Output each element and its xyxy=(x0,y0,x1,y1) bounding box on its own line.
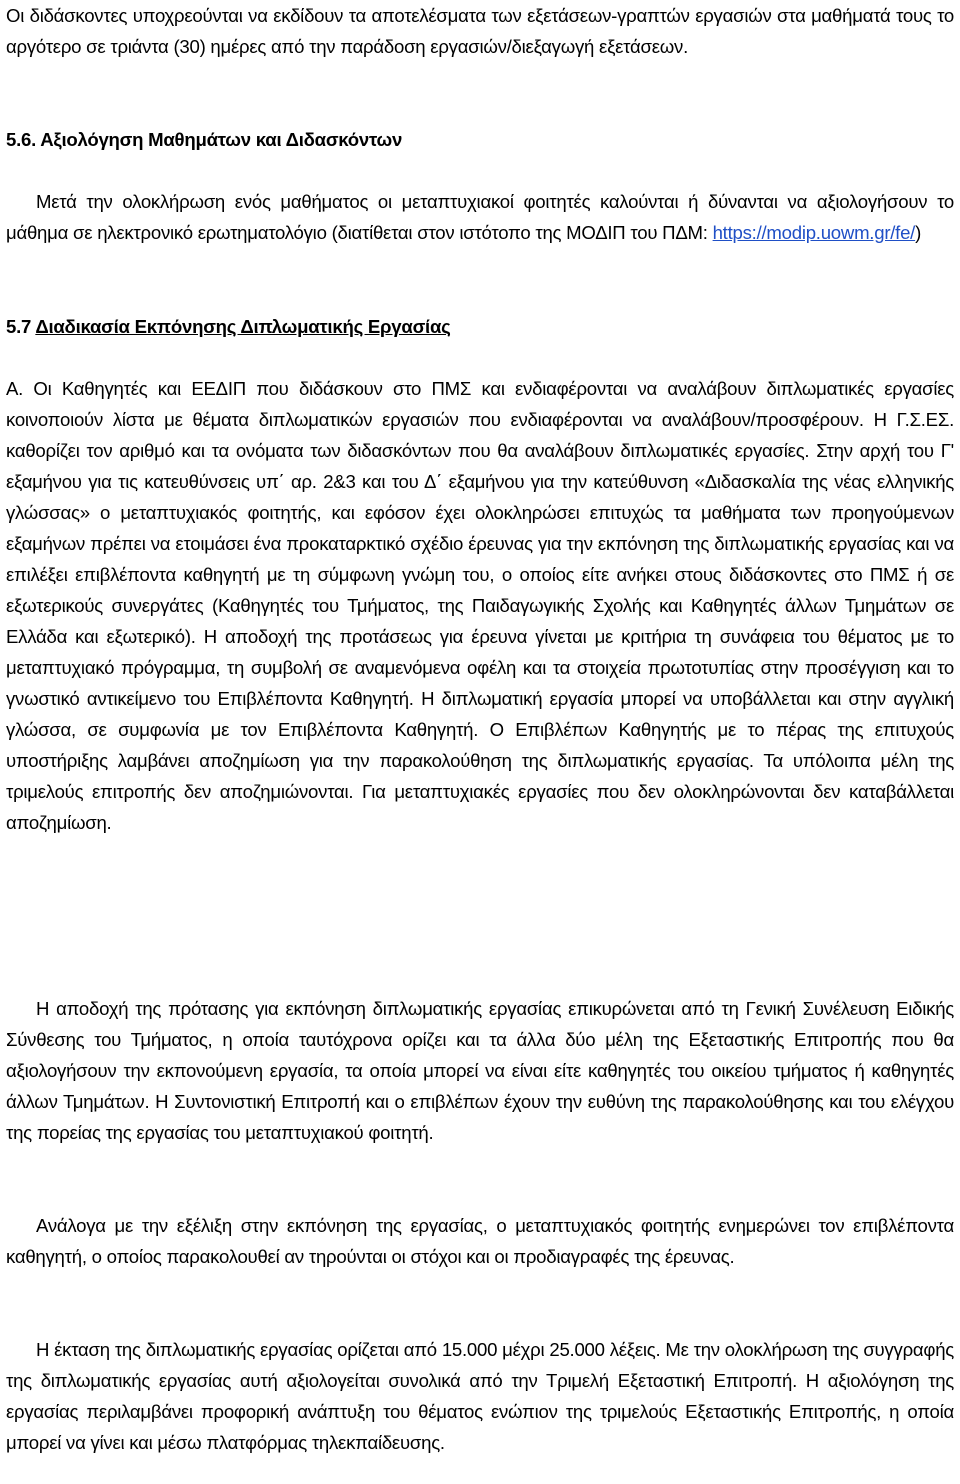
section-5-7-paragraph-4: Η έκταση της διπλωματικής εργασίας ορίζεται από 15.000 μέχρι 25.000 λέξεις. Με την ολοκλήρωση της συγγραφής της διπλωματικής εργασίας αυτή αξιολογείται συνολικά από την Τριμελή Εξεταστική Επιτροπή. Η αξιολόγηση της εργασίας περιλαμβάνει προφορική ανάπτυξη του θέματος ενώπιον της τριμελούς Εξεταστικής Επιτροπής, η οποία μπορεί να γίνει και μέσω πλατφόρμας τηλεκπαίδευσης. xyxy=(6,1339,954,1453)
modip-link[interactable]: https://modip.uowm.gr/fe/ xyxy=(712,222,916,243)
section-5-7-number: 5.7 xyxy=(6,316,36,337)
section-5-7-heading xyxy=(6,311,451,342)
section-5-6-paragraph xyxy=(6,186,954,248)
section-5-7-paragraph-1: Α. Οι Καθηγητές και ΕΕΔΙΠ που διδάσκουν στο ΠΜΣ και ενδιαφέρονται να αναλάβουν διπλωματικές εργασίες κοινοποιούν λίστα με θέματα διπλωματικών εργασιών που ενδιαφέρονται να αναλάβουν/προσφέρουν. Η Γ.Σ.ΕΣ. καθορίζει τον αριθμό και τα ονόματα των διδασκόντων που θα αναλάβουν διπλωματικές εργασίες. Στην αρχή του Γ' εξαμήνου για τις κατευθύνσεις υπ΄ αρ. 2&3 και του Δ΄ εξαμήνου για την κατεύθυνση «Διδασκαλία της νέας ελληνικής γλώσσας» ο μεταπτυχιακός φοιτητής, και εφόσον έχει ολοκληρώσει επιτυχώς τα μαθήματα των προηγούμενων εξαμήνων πρέπει να ετοιμάσει ένα προκαταρκτικό σχέδιο έρευνας για την εκπόνηση της διπλωματικής εργασίας και να επιλέξει επιβλέποντα καθηγητή με τη σύμφωνη γνώμη του, ο οποίος είτε ανήκει στους διδάσκοντες στο ΠΜΣ ή σε εξωτερικούς συνεργάτες (Καθηγητές του Τμήματος, της Παιδαγωγικής Σχολής και Καθηγητές άλλων Τμημάτων σε Ελλάδα και εξωτερικό). Η αποδοχή της προτάσεως για έρευνα γίνεται με κριτήρια τη συνάφεια του θέματος με το μεταπτυχιακό πρόγραμμα, τη συμβολή σε αναμενόμενα οφέλη και τα στοιχεία πρωτοτυπίας στην προσέγγιση και το γνωστικό αντικείμενο του Επιβλέποντα Καθηγητή. Η διπλωματική εργασία μπορεί να υποβάλλεται και στην αγγλική γλώσσα, σε συμφωνία με τον Επιβλέποντα Καθηγητή. Ο Επιβλέπων Καθηγητής με το πέρας της επιτυχούς υποστήριξης λαμβάνει αποζημίωση για την παρακολούθηση της διπλωματικής εργασίας. Τα υπόλοιπα μέλη της τριμελούς επιτροπής δεν αποζημιώνονται. Για μεταπτυχιακές εργασίες που δεν ολοκληρώνονται δεν καταβάλλεται αποζημίωση. xyxy=(6,378,954,833)
section-5-7-title: Διαδικασία Εκπόνησης Διπλωματικής Εργασίας xyxy=(35,316,451,337)
section-5-7-paragraph-2: Η αποδοχή της πρότασης για εκπόνηση διπλωματικής εργασίας επικυρώνεται από τη Γενική Συνέλευση Ειδικής Σύνθεσης του Τμήματος, η οποία ταυτόχρονα ορίζει και τα άλλα δύο μέλη της Εξεταστικής Επιτροπής που θα αξιολογήσουν την εκπονούμενη εργασία, τα οποία μπορεί να είναι είτε καθηγητές του οικείου τμήματος ή καθηγητές άλλων Τμημάτων. Η Συντονιστική Επιτροπή και ο επιβλέπων έχουν την ευθύνη της παρακολούθησης και του ελέγχου της πορείας της εργασίας του μεταπτυχιακού φοιτητή. xyxy=(6,998,954,1143)
section-5-7-paragraph-3: Ανάλογα με την εξέλιξη στην εκπόνηση της εργασίας, ο μεταπτυχιακός φοιτητής ενημερώνει τον επιβλέποντα καθηγητή, ο οποίος παρακολουθεί αν τηρούνται οι στόχοι και οι προδιαγραφές της έρευνας. xyxy=(6,1215,954,1267)
section-5-6-text: Μετά την ολοκλήρωση ενός μαθήματος οι μεταπτυχιακοί φοιτητές καλούνται ή δύνανται να αξιολογήσουν το μάθημα σε ηλεκτρονικό ερωτηματολόγιο (διατίθεται στον ιστότοπο της ΜΟΔΙΠ του ΠΔΜ: xyxy=(6,191,954,243)
section-5-6-heading: 5.6. Αξιολόγηση Μαθημάτων και Διδασκόντων xyxy=(6,129,403,150)
section-5-6-text-end: ) xyxy=(915,222,922,243)
intro-paragraph: Οι διδάσκοντες υποχρεούνται να εκδίδουν τα αποτελέσματα των εξετάσεων-γραπτών εργασιών στα μαθήματά τους το αργότερο σε τριάντα (30) ημέρες από την παράδοση εργασιών/διεξαγωγή εξετάσεων. xyxy=(6,5,954,57)
